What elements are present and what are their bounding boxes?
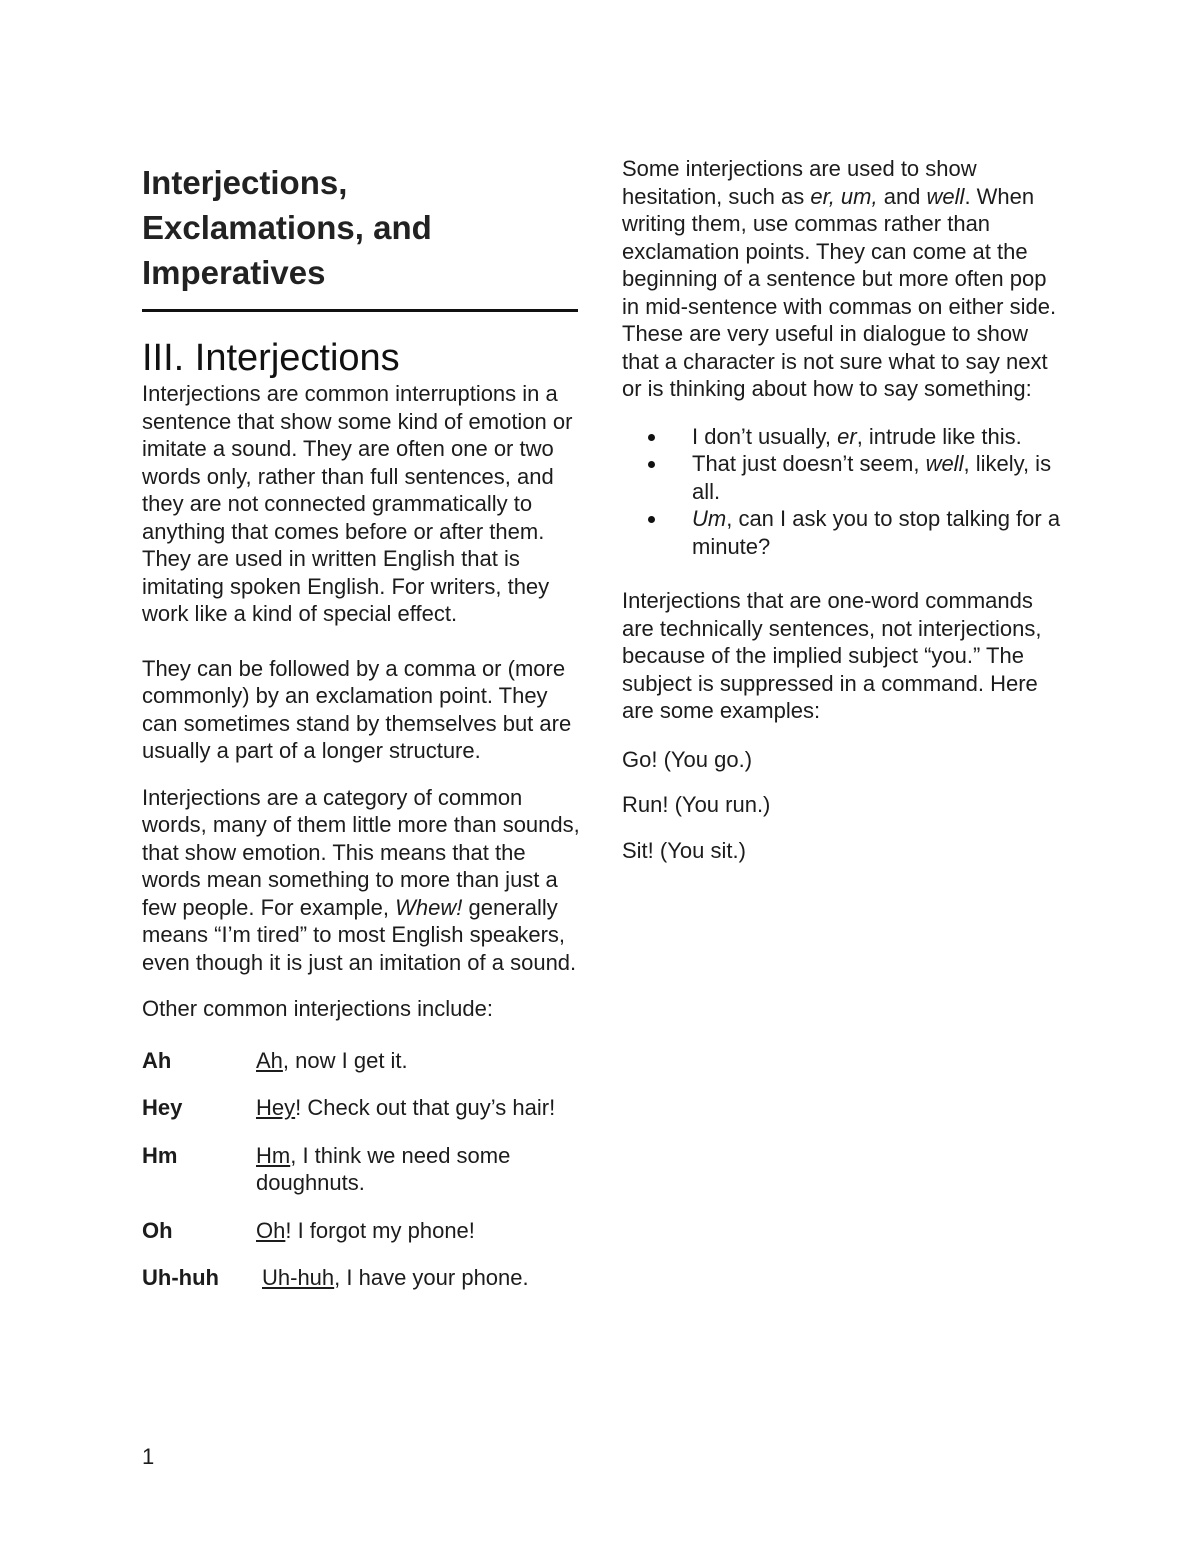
command-example: Run! (You run.) [622,792,771,817]
left-column [142,160,582,1312]
text-span: , likely, is all. [692,451,1052,504]
text-span: , intrude like this. [856,423,1022,449]
sentence-rest: , I have your phone. [334,1265,529,1290]
category-paragraph [142,784,582,977]
example-sentence [256,1094,556,1122]
section-heading: III. Interjections [142,337,400,379]
example-row [142,1094,582,1122]
example-sentence [262,1264,562,1292]
hesitation-paragraph [622,155,1067,403]
intro-paragraph: Interjections are common interruptions in a sentence that show some kind of emotion or imitate a sound. They are often one or two words only, rather than full sentences, and they are not connected grammatically to anything that comes before or after them. They are used in written English that is imitating spoken English. For writers, they work like a kind of special effect. [142,381,573,626]
underlined-term: Oh [256,1217,286,1243]
hesitation-examples-list [622,423,1067,561]
text-span: That just doesn’t seem, [692,451,926,476]
commands-paragraph: Interjections that are one-word commands are technically sentences, not interjections, because of the implied subject “you.” The subject is suppressed in a command. Here are some examples: [622,588,1042,723]
interjection-term: Oh [142,1217,173,1243]
italic-example: er [837,423,857,449]
italic-example: well [926,183,965,209]
text-span: generally means “I’m tired” to most English speakers, even though it is just an imitation of a sound. [142,894,577,975]
underlined-term: Uh-huh [262,1265,335,1290]
sentence-rest: , now I get it. [282,1047,408,1073]
interjection-term: Ah [142,1047,172,1073]
text-span: . When writing them, use commas rather than exclamation points. They can come at the beginning of a sentence but more often pop in mid-sentence with commas on either side. These are very useful in dialogue to show that a character is not sure what to say next or is thinking about how to say something: [622,183,1057,401]
sentence-rest: , I think we need some doughnuts. [256,1142,511,1195]
sentence-rest: ! Check out that guy’s hair! [295,1095,556,1120]
example-row [142,1264,582,1292]
title-line: Interjections, [142,164,348,201]
underlined-term: Hey [256,1095,296,1120]
title-line: Imperatives [142,254,326,291]
interjection-term: Uh-huh [142,1265,219,1290]
text-span: and [877,183,927,209]
list-item [622,423,1067,451]
example-sentence [256,1217,556,1245]
right-column [622,155,1067,864]
bullet-icon [648,461,655,468]
italic-example: Um [692,506,727,531]
interjection-term: Hm [142,1142,178,1168]
bullet-icon [648,434,655,441]
example-sentence [256,1142,556,1197]
list-intro-paragraph: Other common interjections include: [142,996,493,1021]
punctuation-paragraph: They can be followed by a comma or (more commonly) by an exclamation point. They can sometimes stand by themselves but are usually a part of a longer structure. [142,655,572,763]
command-example: Sit! (You sit.) [622,837,746,863]
underlined-term: Ah [256,1047,283,1073]
example-sentence [256,1047,556,1075]
list-item [622,505,1067,560]
interjection-examples [142,1047,582,1292]
italic-example: well [925,451,964,476]
text-span: , can I ask you to stop talking for a minute? [692,506,1061,559]
example-row [142,1217,582,1245]
text-span: Interjections are a category of common words, many of them little more than sounds, that show emotion. This means that the words mean something to more than just a few people. For example, [142,784,580,920]
italic-example: Whew! [395,894,463,920]
underlined-term: Hm [256,1142,291,1168]
text-span: Some interjections are used to show hesitation, such as [622,156,977,209]
document-title [142,160,582,295]
example-row [142,1047,582,1075]
title-divider [142,309,578,312]
interjection-term: Hey [142,1095,183,1120]
title-line: Exclamations, and [142,209,432,246]
bullet-icon [648,516,655,523]
command-example: Go! (You go.) [622,746,753,772]
list-item [622,450,1067,505]
page-number: 1 [142,1444,155,1469]
text-span: I don’t usually, [692,423,838,449]
example-row [142,1142,582,1197]
italic-example: er, um, [810,183,878,209]
sentence-rest: ! I forgot my phone! [285,1217,475,1243]
